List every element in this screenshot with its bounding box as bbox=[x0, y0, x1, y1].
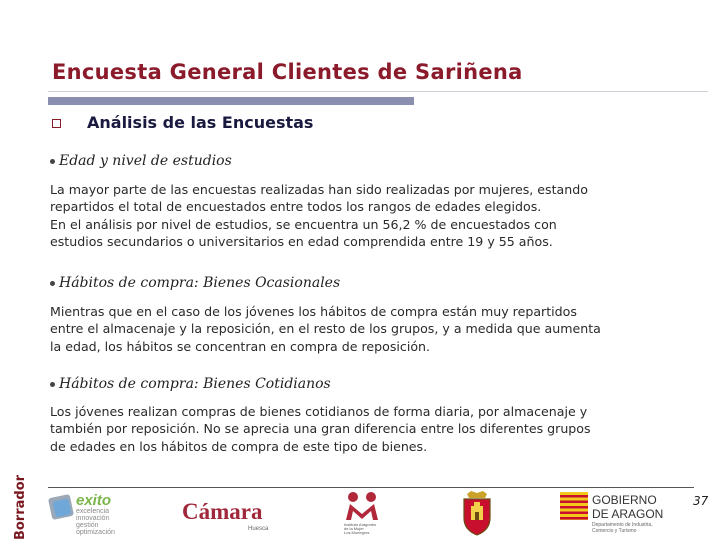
subheading-ocasionales bbox=[50, 275, 340, 291]
paragraph-edad bbox=[50, 181, 693, 250]
mujer-logo-line: de la Mujer bbox=[344, 526, 364, 531]
mujer-logo-mark bbox=[340, 490, 386, 536]
camara-logo-sub: Huesca bbox=[248, 526, 269, 532]
gobierno-logo-dept: Comercio y Turismo bbox=[592, 528, 637, 534]
coat-of-arms-mark bbox=[457, 490, 497, 536]
exito-logo-name: exito bbox=[76, 492, 112, 509]
exito-logo-line: optimización bbox=[76, 529, 115, 536]
subheading-edad bbox=[50, 153, 232, 169]
subheading-text: Hábitos de compra: Bienes Ocasionales bbox=[59, 275, 341, 291]
bullet-dot-icon bbox=[50, 281, 55, 286]
paragraph-line: la edad, los hábitos se concentran en compra de reposición. bbox=[50, 338, 431, 354]
camara-logo-name: Cámara bbox=[182, 499, 263, 524]
exito-logo-line: innovación bbox=[76, 515, 110, 522]
bullet-dot-icon bbox=[50, 159, 55, 164]
paragraph-line: La mayor parte de las encuestas realizadas han sido realizadas por mujeres, estando bbox=[50, 182, 588, 197]
paragraph-line: entre el almacenaje y la reposición, en el resto de los grupos, y a medida que aumenta bbox=[50, 321, 601, 337]
hollow-square-bullet-icon bbox=[52, 119, 61, 128]
subheading-cotidianos bbox=[50, 376, 331, 392]
mujer-logo-line: Instituto Aragonés bbox=[344, 522, 377, 527]
title-accent-bar bbox=[48, 97, 414, 105]
paragraph-line: En el análisis por nivel de estudios, se encuentra un 56,2 % de encuestados con bbox=[50, 216, 557, 232]
camara-logo-mark bbox=[180, 494, 280, 534]
mujer-logo bbox=[340, 490, 386, 536]
paragraph-cotidianos bbox=[50, 403, 693, 455]
coat-of-arms-icon bbox=[457, 490, 497, 536]
subheading-text: Hábitos de compra: Bienes Cotidianos bbox=[59, 376, 331, 392]
gobierno-logo-line2: DE ARAGON bbox=[592, 507, 664, 521]
gobierno-aragon-logo bbox=[558, 488, 690, 536]
title-divider bbox=[48, 91, 708, 92]
paragraph-ocasionales bbox=[50, 303, 693, 355]
exito-logo bbox=[48, 490, 132, 536]
gobierno-aragon-mark bbox=[558, 488, 690, 536]
section-title: Análisis de las Encuestas bbox=[87, 113, 314, 132]
page-number: 37 bbox=[693, 494, 709, 508]
camara-logo bbox=[180, 494, 280, 534]
gobierno-logo-dept: Departamento de Industria, bbox=[592, 522, 653, 528]
gobierno-logo-line1: GOBIERNO bbox=[592, 493, 657, 507]
mujer-logo-line: Los Monegros bbox=[344, 530, 370, 535]
paragraph-line: Mientras que en el caso de los jóvenes los hábitos de compra están muy repartidos bbox=[50, 304, 577, 319]
paragraph-line: Los jóvenes realizan compras de bienes cotidianos de forma diaria, por almacenaje y bbox=[50, 404, 588, 419]
bullet-dot-icon bbox=[50, 382, 55, 387]
paragraph-line: repartidos el total de encuestados entre todos los rangos de edades elegidos. bbox=[50, 199, 542, 215]
paragraph-line: de edades en los hábitos de compra de este tipo de bienes. bbox=[50, 438, 428, 454]
section-header bbox=[52, 113, 313, 132]
exito-logo-mark bbox=[48, 490, 132, 536]
watermark-text: Borrador bbox=[13, 474, 29, 540]
page-title: Encuesta General Clientes de Sariñena bbox=[52, 60, 523, 84]
exito-logo-line: gestión bbox=[76, 522, 99, 529]
paragraph-line: también por reposición. No se aprecia una gran diferencia entre los diferentes grupos bbox=[50, 421, 591, 437]
subheading-text: Edad y nivel de estudios bbox=[59, 153, 232, 169]
paragraph-line: estudios secundarios o universitarios en edad comprendida entre 19 y 55 años. bbox=[50, 233, 553, 249]
exito-logo-line: excelencia bbox=[76, 508, 110, 515]
watermark-stamp bbox=[6, 474, 36, 540]
